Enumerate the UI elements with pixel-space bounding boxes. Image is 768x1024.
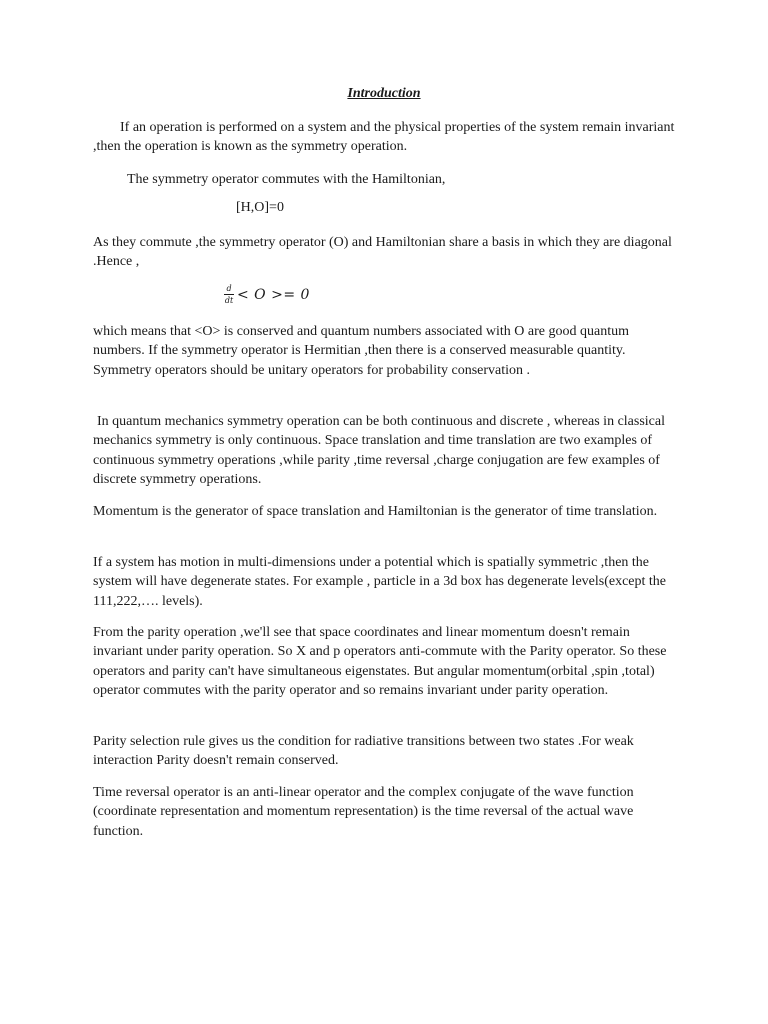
derivative-fraction: [224, 284, 234, 305]
paragraph-continuous-discrete: In quantum mechanics symmetry operation can be both continuous and discrete , whereas in classical mechanics symmetry is only continuous. Space translation and time translation are two examples of continuous symmetry operations ,while parity ,time reversal ,charge conjugation are few examples of discrete symmetry operations.: [93, 414, 665, 487]
paragraph-selection-rule: Parity selection rule gives us the condition for radiative transitions between two states .For weak interaction Parity doesn't remain conserved.: [93, 734, 634, 769]
fraction-numerator: d: [226, 284, 232, 293]
time-derivative-equation: [224, 284, 310, 305]
paragraph-generators: Momentum is the generator of space translation and Hamiltonian is the generator of time translation.: [93, 504, 658, 519]
paragraph-time-reversal: Time reversal operator is an anti-linear operator and the complex conjugate of the wave function (coordinate representation and momentum representation) is the time reversal of the actual wave function.: [93, 785, 634, 839]
paragraph-shared-basis: As they commute ,the symmetry operator (O) and Hamiltonian share a basis in which they are diagonal .Hence ,: [93, 235, 672, 270]
paragraph-symmetry-definition: If an operation is performed on a system and the physical properties of the system remain invariant ,then the operation is known as the symmetry operation.: [93, 120, 675, 155]
paragraph-commutes-hamiltonian: The symmetry operator commutes with the Hamiltonian,: [127, 172, 446, 187]
paragraph-degenerate-states: If a system has motion in multi-dimensions under a potential which is spatially symmetric ,then the system will have degenerate states. For example , particle in a 3d box has degenerate levels(except the 111,222,…. levels).: [93, 555, 667, 609]
page-title: Introduction: [347, 86, 421, 101]
paragraph-parity-operation: From the parity operation ,we'll see that space coordinates and linear momentum doesn't remain invariant under parity operation. So X and p operators anti-commute with the Parity operator. So these operators and parity can't have simultaneous eigenstates. But angular momentum(orbital ,spin ,total) operator commutes with the parity operator and so remains invariant under parity operation.: [93, 625, 667, 698]
fraction-bar: [224, 294, 234, 295]
expectation-expression: < O >= 0: [237, 286, 310, 303]
paragraph-conserved-quantity: which means that <O> is conserved and quantum numbers associated with O are good quantum numbers. If the symmetry operator is Hermitian ,then there is a conserved measurable quantity. Symmetry operators should be unitary operators for probability conservation .: [93, 324, 629, 378]
commutator-equation: [H,O]=0: [236, 200, 284, 215]
fraction-denominator: dt: [224, 296, 234, 305]
